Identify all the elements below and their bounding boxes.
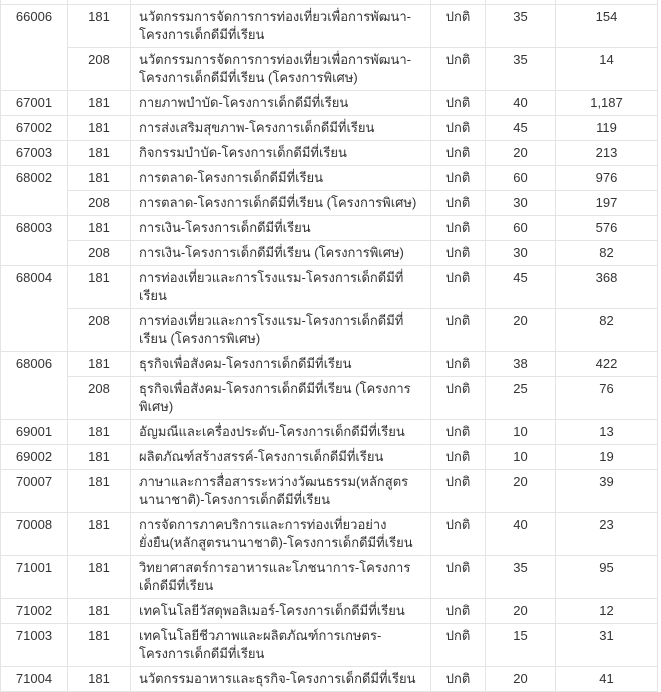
cell-num1: 20 [486, 599, 556, 624]
cell-num2: 82 [556, 309, 658, 352]
cell-num1: 40 [486, 513, 556, 556]
cell-subcode: 181 [68, 667, 131, 692]
cell-num1: 15 [486, 624, 556, 667]
cell-num1: 40 [486, 91, 556, 116]
cell-num1: 30 [486, 241, 556, 266]
cell-status: ปกติ [431, 445, 486, 470]
table-row [1, 116, 658, 141]
cell-num2: 12 [556, 599, 658, 624]
cell-num1: 38 [486, 352, 556, 377]
table-row [1, 216, 658, 241]
cell-code: 71001 [1, 556, 68, 599]
cell-num1: 45 [486, 266, 556, 309]
cell-num1: 60 [486, 216, 556, 241]
cell-code: 68006 [1, 352, 68, 420]
cell-code: 70007 [1, 470, 68, 513]
table-row [1, 667, 658, 692]
cell-status: ปกติ [431, 48, 486, 91]
cell-code: 68004 [1, 266, 68, 352]
cell-num1: 35 [486, 556, 556, 599]
cell-subcode: 181 [68, 266, 131, 309]
table-row [1, 445, 658, 470]
table-row [1, 91, 658, 116]
cell-num2: 41 [556, 667, 658, 692]
cell-status: ปกติ [431, 667, 486, 692]
cell-num1: 10 [486, 445, 556, 470]
cell-subcode: 181 [68, 624, 131, 667]
cell-program: กิจกรรมบำบัด-โครงการเด็กดีมีที่เรียน [131, 141, 431, 166]
cell-program: ธุรกิจเพื่อสังคม-โครงการเด็กดีมีที่เรียน [131, 352, 431, 377]
cell-status: ปกติ [431, 470, 486, 513]
cell-subcode: 181 [68, 91, 131, 116]
cell-program: ผลิตภัณฑ์สร้างสรรค์-โครงการเด็กดีมีที่เรียน [131, 445, 431, 470]
table-row [1, 513, 658, 556]
cell-num2: 197 [556, 191, 658, 216]
cell-status: ปกติ [431, 116, 486, 141]
cell-num2: 13 [556, 420, 658, 445]
cell-subcode: 208 [68, 241, 131, 266]
cell-status: ปกติ [431, 420, 486, 445]
cell-status: ปกติ [431, 309, 486, 352]
cell-status: ปกติ [431, 624, 486, 667]
cell-status: ปกติ [431, 216, 486, 241]
cell-subcode: 208 [68, 309, 131, 352]
cell-num2: 1,187 [556, 91, 658, 116]
table-row [1, 377, 658, 420]
cell-subcode: 208 [68, 191, 131, 216]
cell-num1: 25 [486, 377, 556, 420]
cell-num2: 14 [556, 48, 658, 91]
cell-subcode: 181 [68, 513, 131, 556]
table-row [1, 556, 658, 599]
cell-program: การท่องเที่ยวและการโรงแรม-โครงการเด็กดีมีที่เรียน (โครงการพิเศษ) [131, 309, 431, 352]
table-row [1, 141, 658, 166]
cell-program: การเงิน-โครงการเด็กดีมีที่เรียน [131, 216, 431, 241]
cell-num2: 976 [556, 166, 658, 191]
cell-num1: 45 [486, 116, 556, 141]
table-row [1, 420, 658, 445]
cell-subcode: 181 [68, 166, 131, 191]
cell-status: ปกติ [431, 266, 486, 309]
cell-num2: 95 [556, 556, 658, 599]
cell-code: 71002 [1, 599, 68, 624]
cell-status: ปกติ [431, 513, 486, 556]
table-row [1, 241, 658, 266]
cell-subcode: 181 [68, 116, 131, 141]
cell-status: ปกติ [431, 91, 486, 116]
cell-program: กายภาพบำบัด-โครงการเด็กดีมีที่เรียน [131, 91, 431, 116]
cell-num1: 20 [486, 667, 556, 692]
cell-program: นวัตกรรมอาหารและธุรกิจ-โครงการเด็กดีมีที่เรียน [131, 667, 431, 692]
cell-num1: 35 [486, 5, 556, 48]
cell-num1: 30 [486, 191, 556, 216]
cell-num2: 31 [556, 624, 658, 667]
cell-num2: 19 [556, 445, 658, 470]
cell-status: ปกติ [431, 5, 486, 48]
cell-subcode: 181 [68, 420, 131, 445]
cell-program: ธุรกิจเพื่อสังคม-โครงการเด็กดีมีที่เรียน (โครงการพิเศษ) [131, 377, 431, 420]
cell-status: ปกติ [431, 166, 486, 191]
cell-subcode: 208 [68, 48, 131, 91]
cell-subcode: 181 [68, 445, 131, 470]
cell-subcode: 181 [68, 216, 131, 241]
cell-program: เทคโนโลยีชีวภาพและผลิตภัณฑ์การเกษตร-โครงการเด็กดีมีที่เรียน [131, 624, 431, 667]
cell-program: เทคโนโลยีวัสดุพอลิเมอร์-โครงการเด็กดีมีที่เรียน [131, 599, 431, 624]
cell-num2: 576 [556, 216, 658, 241]
cell-status: ปกติ [431, 141, 486, 166]
cell-num1: 20 [486, 309, 556, 352]
cell-num1: 60 [486, 166, 556, 191]
cell-num1: 20 [486, 470, 556, 513]
table-body [1, 0, 658, 692]
cell-num1: 10 [486, 420, 556, 445]
cell-subcode: 181 [68, 599, 131, 624]
cell-num2: 39 [556, 470, 658, 513]
table-row [1, 352, 658, 377]
cell-status: ปกติ [431, 352, 486, 377]
cell-program: การตลาด-โครงการเด็กดีมีที่เรียน [131, 166, 431, 191]
cell-code: 67001 [1, 91, 68, 116]
table-row [1, 48, 658, 91]
cell-program: อัญมณีและเครื่องประดับ-โครงการเด็กดีมีที่เรียน [131, 420, 431, 445]
cell-program: การส่งเสริมสุขภาพ-โครงการเด็กดีมีที่เรียน [131, 116, 431, 141]
cell-program: นวัตกรรมการจัดการการท่องเที่ยวเพื่อการพัฒนา-โครงการเด็กดีมีที่เรียน (โครงการพิเศษ) [131, 48, 431, 91]
table-row [1, 599, 658, 624]
cell-num2: 119 [556, 116, 658, 141]
cell-num1: 20 [486, 141, 556, 166]
cell-program: นวัตกรรมการจัดการการท่องเที่ยวเพื่อการพัฒนา-โครงการเด็กดีมีที่เรียน [131, 5, 431, 48]
cell-num2: 368 [556, 266, 658, 309]
cell-code: 71004 [1, 667, 68, 692]
cell-status: ปกติ [431, 191, 486, 216]
cell-subcode: 181 [68, 556, 131, 599]
cell-code: 69001 [1, 420, 68, 445]
cell-code: 71003 [1, 624, 68, 667]
cell-num2: 23 [556, 513, 658, 556]
cell-code: 68002 [1, 166, 68, 216]
table-row [1, 309, 658, 352]
table-row [1, 266, 658, 309]
cell-status: ปกติ [431, 556, 486, 599]
cell-program: การจัดการภาคบริการและการท่องเที่ยวอย่างยั่งยืน(หลักสูตรนานาชาติ)-โครงการเด็กดีมีที่เรียน [131, 513, 431, 556]
table-row [1, 166, 658, 191]
cell-program: ภาษาและการสื่อสารระหว่างวัฒนธรรม(หลักสูตรนานาชาติ)-โครงการเด็กดีมีที่เรียน [131, 470, 431, 513]
cell-subcode: 181 [68, 470, 131, 513]
table-row [1, 624, 658, 667]
cell-subcode: 181 [68, 352, 131, 377]
cell-num2: 76 [556, 377, 658, 420]
table-row [1, 5, 658, 48]
cell-code: 68003 [1, 216, 68, 266]
table-row [1, 191, 658, 216]
cell-code: 66006 [1, 5, 68, 91]
cell-num2: 213 [556, 141, 658, 166]
cell-num2: 422 [556, 352, 658, 377]
cell-program: การตลาด-โครงการเด็กดีมีที่เรียน (โครงการพิเศษ) [131, 191, 431, 216]
cell-program: การท่องเที่ยวและการโรงแรม-โครงการเด็กดีมีที่เรียน [131, 266, 431, 309]
cell-program: วิทยาศาสตร์การอาหารและโภชนาการ-โครงการเด็กดีมีที่เรียน [131, 556, 431, 599]
cell-status: ปกติ [431, 599, 486, 624]
cell-code: 70008 [1, 513, 68, 556]
cell-status: ปกติ [431, 377, 486, 420]
cell-subcode: 181 [68, 141, 131, 166]
cell-code: 67002 [1, 116, 68, 141]
cell-num2: 154 [556, 5, 658, 48]
cell-program: การเงิน-โครงการเด็กดีมีที่เรียน (โครงการพิเศษ) [131, 241, 431, 266]
cell-num1: 35 [486, 48, 556, 91]
table-row [1, 470, 658, 513]
cell-subcode: 208 [68, 377, 131, 420]
cell-code: 69002 [1, 445, 68, 470]
cell-code: 67003 [1, 141, 68, 166]
cell-num2: 82 [556, 241, 658, 266]
cell-status: ปกติ [431, 241, 486, 266]
cell-subcode: 181 [68, 5, 131, 48]
